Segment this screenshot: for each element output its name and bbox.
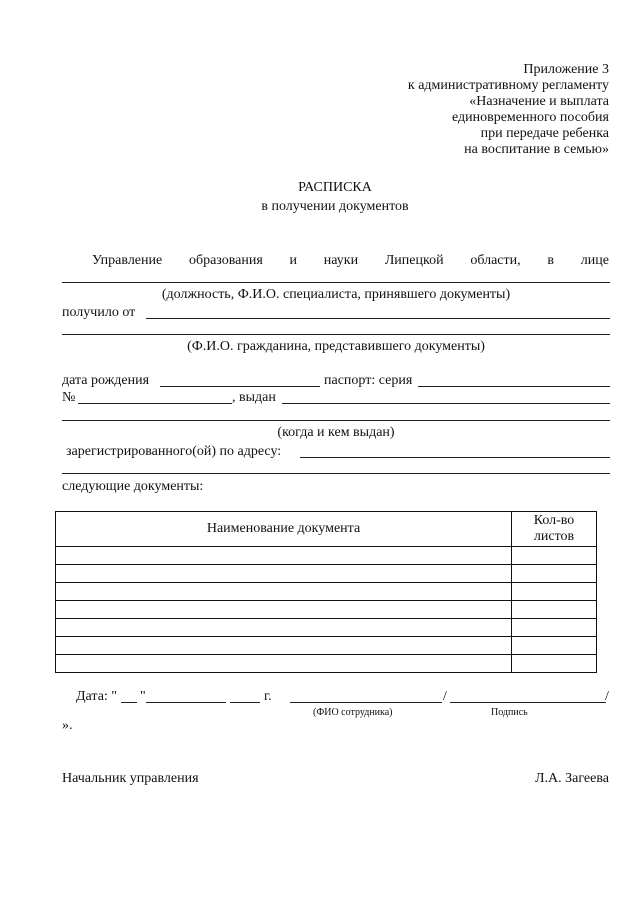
column-header-document-name: Наименование документа xyxy=(56,512,512,547)
document-name-cell[interactable] xyxy=(56,583,512,601)
head-name: Л.А. Загеева xyxy=(535,771,609,786)
document-name-cell[interactable] xyxy=(56,565,512,583)
issued-hint: (когда и кем выдан) xyxy=(277,425,395,440)
table-row xyxy=(56,547,597,565)
sheet-count-cell[interactable] xyxy=(512,583,597,601)
issued-field[interactable] xyxy=(282,403,610,404)
table-row xyxy=(56,619,597,637)
sheet-count-cell[interactable] xyxy=(512,565,597,583)
birth-date-field[interactable] xyxy=(160,386,320,387)
issued-label: , выдан xyxy=(232,390,276,405)
appendix-line: единовременного пособия xyxy=(451,110,609,125)
intro-word: в xyxy=(547,253,554,268)
following-docs-label: следующие документы: xyxy=(62,479,204,494)
appendix-line: при передаче ребенка xyxy=(480,126,609,141)
document-title: РАСПИСКА xyxy=(298,180,372,195)
document-name-cell[interactable] xyxy=(56,601,512,619)
passport-number-field[interactable] xyxy=(78,403,232,404)
table-row xyxy=(56,637,597,655)
intro-word: области, xyxy=(470,253,521,268)
passport-series-field[interactable] xyxy=(418,386,610,387)
sheet-count-cell[interactable] xyxy=(512,619,597,637)
signature-field[interactable] xyxy=(450,702,606,703)
table-row xyxy=(56,583,597,601)
slash-separator: / xyxy=(605,689,609,704)
date-year-field[interactable] xyxy=(230,702,260,703)
birth-date-label: дата рождения xyxy=(62,373,150,388)
intro-word: образования xyxy=(188,253,263,268)
document-name-cell[interactable] xyxy=(56,547,512,565)
table-row xyxy=(56,601,597,619)
issued-field-line-2[interactable] xyxy=(62,420,610,421)
intro-word: науки xyxy=(323,253,359,268)
specialist-hint: (должность, Ф.И.О. специалиста, принявшего документы) xyxy=(161,287,511,302)
intro-word: Липецкой xyxy=(384,253,444,268)
passport-series-label: паспорт: серия xyxy=(324,373,413,388)
appendix-header xyxy=(408,62,609,158)
date-month-field[interactable] xyxy=(146,702,226,703)
table-header-row xyxy=(56,512,597,547)
table-row xyxy=(56,655,597,673)
appendix-line: на воспитание в семью» xyxy=(464,142,609,157)
specialist-field-line[interactable] xyxy=(62,282,610,283)
closing-quote: ». xyxy=(62,718,73,733)
appendix-line: Приложение 3 xyxy=(523,62,609,77)
fio-hint: (ФИО сотрудника) xyxy=(313,707,393,718)
number-sign: № xyxy=(62,390,76,405)
signature-hint: Подпись xyxy=(491,707,528,718)
intro-word: лице xyxy=(580,253,609,268)
date-label: Дата: " xyxy=(76,689,118,704)
address-field-line-2[interactable] xyxy=(62,473,610,474)
citizen-field-line[interactable] xyxy=(62,334,610,335)
slash-separator: / xyxy=(443,689,447,704)
sheet-count-cell[interactable] xyxy=(512,637,597,655)
intro-line xyxy=(92,253,609,271)
year-suffix: г. xyxy=(264,689,272,704)
document-name-cell[interactable] xyxy=(56,655,512,673)
document-name-cell[interactable] xyxy=(56,637,512,655)
received-from-field[interactable] xyxy=(146,318,610,319)
document-name-cell[interactable] xyxy=(56,619,512,637)
head-position: Начальник управления xyxy=(62,771,199,786)
address-field[interactable] xyxy=(300,457,610,458)
intro-word: Управление xyxy=(92,253,163,268)
citizen-hint: (Ф.И.О. гражданина, представившего документы) xyxy=(187,339,485,354)
sheet-count-cell[interactable] xyxy=(512,601,597,619)
registered-label: зарегистрированного(ой) по адресу: xyxy=(66,444,282,459)
employee-fio-field[interactable] xyxy=(290,702,442,703)
date-quote: " xyxy=(140,689,146,704)
appendix-line: «Назначение и выплата xyxy=(469,94,609,109)
sheet-count-cell[interactable] xyxy=(512,547,597,565)
document-subtitle: в получении документов xyxy=(261,199,409,214)
intro-word: и xyxy=(289,253,298,268)
date-day-field[interactable] xyxy=(121,702,137,703)
documents-table xyxy=(55,511,597,673)
appendix-line: к административному регламенту xyxy=(407,78,609,93)
table-row xyxy=(56,565,597,583)
sheet-count-cell[interactable] xyxy=(512,655,597,673)
received-from-label: получило от xyxy=(62,305,136,320)
column-header-sheet-count: Кол-во листов xyxy=(512,512,597,547)
